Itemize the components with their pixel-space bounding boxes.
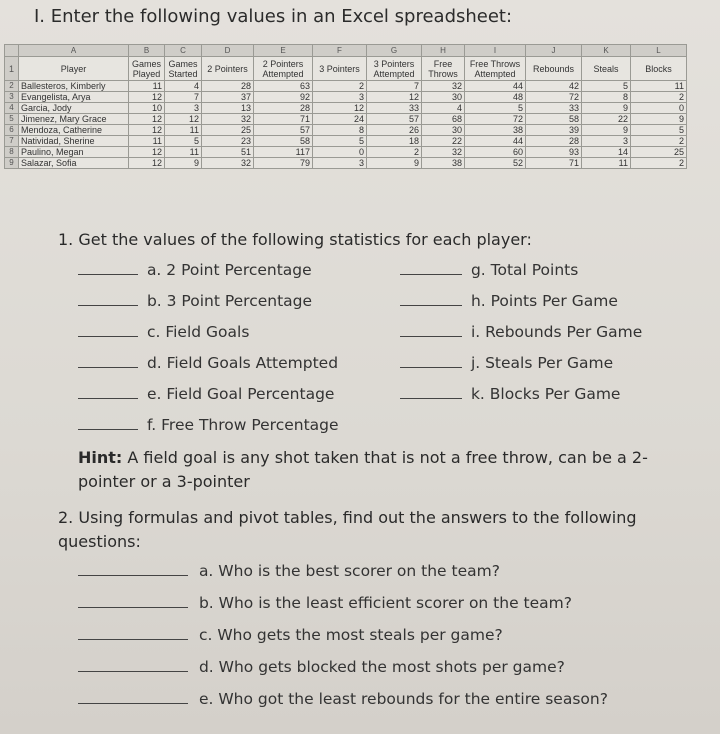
stat-cell[interactable]: 22 — [582, 114, 631, 125]
table-row — [5, 103, 687, 114]
stat-cell[interactable]: 5 — [582, 81, 631, 92]
stat-label: e. Field Goal Percentage — [146, 385, 335, 403]
stat-cell[interactable]: 4 — [422, 103, 465, 114]
stat-label: i. Rebounds Per Game — [470, 323, 643, 341]
stat-cell[interactable]: 5 — [631, 125, 687, 136]
header-cell[interactable]: Games Started — [165, 57, 202, 81]
stat-cell[interactable]: 26 — [367, 125, 422, 136]
stat-cell[interactable]: 32 — [202, 158, 254, 169]
stat-cell[interactable]: 44 — [465, 81, 526, 92]
stat-cell[interactable]: 23 — [202, 136, 254, 147]
answer-blank[interactable] — [78, 657, 188, 672]
stat-cell[interactable]: 44 — [465, 136, 526, 147]
stat-cell[interactable]: 9 — [582, 103, 631, 114]
stat-cell[interactable]: 38 — [465, 125, 526, 136]
stat-cell[interactable]: 32 — [422, 147, 465, 158]
row-number[interactable]: 2 — [5, 81, 19, 92]
header-cell[interactable]: 2 Pointers — [202, 57, 254, 81]
stat-cell[interactable]: 71 — [526, 158, 582, 169]
question-2-item-a — [78, 561, 500, 580]
column-letter[interactable]: A — [19, 45, 129, 57]
stat-cell[interactable]: 24 — [313, 114, 367, 125]
stat-cell[interactable]: 11 — [165, 147, 202, 158]
stat-cell[interactable]: 93 — [526, 147, 582, 158]
stat-cell[interactable]: 11 — [631, 81, 687, 92]
stat-cell[interactable]: 10 — [129, 103, 165, 114]
question-text: b. Who is the least efficient scorer on the team? — [198, 594, 572, 612]
column-letter[interactable] — [5, 45, 19, 57]
row-number[interactable]: 4 — [5, 103, 19, 114]
player-name-cell[interactable]: Evangelista, Arya — [19, 92, 129, 103]
answer-blank[interactable] — [78, 593, 188, 608]
stat-label: h. Points Per Game — [470, 292, 618, 310]
column-letter[interactable]: E — [254, 45, 313, 57]
stat-cell[interactable]: 12 — [129, 114, 165, 125]
stat-item-b — [78, 291, 312, 310]
stat-cell[interactable]: 71 — [254, 114, 313, 125]
stat-cell[interactable]: 42 — [526, 81, 582, 92]
header-cell[interactable]: Blocks — [631, 57, 687, 81]
answer-blank[interactable] — [400, 384, 462, 399]
stat-cell[interactable]: 32 — [202, 114, 254, 125]
answer-blank[interactable] — [78, 625, 188, 640]
stat-cell[interactable]: 79 — [254, 158, 313, 169]
stat-cell[interactable]: 11 — [165, 125, 202, 136]
row-number[interactable]: 1 — [5, 57, 19, 81]
row-number[interactable]: 3 — [5, 92, 19, 103]
stat-item-f — [78, 415, 339, 434]
player-name-cell[interactable]: Ballesteros, Kimberly — [19, 81, 129, 92]
answer-blank[interactable] — [400, 291, 462, 306]
stat-cell[interactable]: 58 — [254, 136, 313, 147]
stat-cell[interactable]: 38 — [422, 158, 465, 169]
stat-cell[interactable]: 14 — [582, 147, 631, 158]
table-row — [5, 136, 687, 147]
stat-label: f. Free Throw Percentage — [146, 416, 339, 434]
stat-cell[interactable]: 51 — [202, 147, 254, 158]
question-text: e. Who got the least rebounds for the entire season? — [198, 690, 608, 708]
stat-cell[interactable]: 58 — [526, 114, 582, 125]
stat-cell[interactable]: 25 — [202, 125, 254, 136]
column-letter[interactable]: G — [367, 45, 422, 57]
player-name-cell[interactable]: Salazar, Sofia — [19, 158, 129, 169]
stat-label: k. Blocks Per Game — [470, 385, 621, 403]
stat-cell[interactable]: 60 — [465, 147, 526, 158]
stat-cell[interactable]: 4 — [165, 81, 202, 92]
spreadsheet — [4, 44, 686, 169]
stat-cell[interactable]: 117 — [254, 147, 313, 158]
answer-blank[interactable] — [78, 353, 138, 368]
header-cell[interactable]: 2 Pointers Attempted — [254, 57, 313, 81]
stat-item-c — [78, 322, 249, 341]
stat-cell[interactable]: 9 — [165, 158, 202, 169]
question-2-title: 2. Using formulas and pivot tables, find out the answers to the following questions: — [58, 508, 637, 551]
stat-item-e — [78, 384, 334, 403]
stat-cell[interactable]: 32 — [422, 81, 465, 92]
column-letter[interactable]: I — [465, 45, 526, 57]
stat-cell[interactable]: 28 — [202, 81, 254, 92]
column-letter[interactable]: K — [582, 45, 631, 57]
stat-cell[interactable]: 3 — [165, 103, 202, 114]
answer-blank[interactable] — [78, 322, 138, 337]
stat-cell[interactable]: 12 — [165, 114, 202, 125]
question-1-title: 1. Get the values of the following statistics for each player: — [58, 230, 532, 249]
question-text: d. Who gets blocked the most shots per game? — [198, 658, 565, 676]
table-row — [5, 147, 687, 158]
table-row — [5, 125, 687, 136]
table-row — [5, 92, 687, 103]
hint-label: Hint: — [78, 448, 123, 467]
stat-cell[interactable]: 92 — [254, 92, 313, 103]
stat-item-h — [400, 291, 618, 310]
column-letter[interactable]: J — [526, 45, 582, 57]
header-cell[interactable]: Free Throws Attempted — [465, 57, 526, 81]
stat-cell[interactable]: 11 — [129, 81, 165, 92]
stat-item-k — [400, 384, 620, 403]
stat-cell[interactable]: 9 — [367, 158, 422, 169]
question-2-item-c — [78, 625, 503, 644]
stat-cell[interactable]: 25 — [631, 147, 687, 158]
stat-cell[interactable]: 68 — [422, 114, 465, 125]
header-cell[interactable]: Steals — [582, 57, 631, 81]
stat-cell[interactable]: 12 — [129, 125, 165, 136]
question-text: c. Who gets the most steals per game? — [198, 626, 503, 644]
stat-cell[interactable]: 3 — [313, 158, 367, 169]
stat-item-a — [78, 260, 312, 279]
stat-cell[interactable]: 28 — [254, 103, 313, 114]
answer-blank[interactable] — [78, 291, 138, 306]
stat-label: b. 3 Point Percentage — [146, 292, 313, 310]
hint — [78, 446, 698, 494]
header-cell[interactable]: 3 Pointers Attempted — [367, 57, 422, 81]
stat-cell[interactable]: 5 — [165, 136, 202, 147]
stat-cell[interactable]: 8 — [313, 125, 367, 136]
header-cell[interactable]: Free Throws — [422, 57, 465, 81]
stat-cell[interactable]: 11 — [582, 158, 631, 169]
answer-blank[interactable] — [78, 689, 188, 704]
stat-label: j. Steals Per Game — [470, 354, 614, 372]
stat-item-d — [78, 353, 338, 372]
hint-text: A field goal is any shot taken that is not a free throw, can be a 2-pointer or a 3-pointer — [78, 448, 648, 491]
player-name-cell[interactable]: Garcia, Jody — [19, 103, 129, 114]
player-name-cell[interactable]: Paulino, Megan — [19, 147, 129, 158]
header-cell[interactable]: Games Played — [129, 57, 165, 81]
stat-cell[interactable]: 0 — [631, 103, 687, 114]
stat-cell[interactable]: 5 — [313, 136, 367, 147]
stat-cell[interactable]: 9 — [582, 125, 631, 136]
column-letter[interactable]: D — [202, 45, 254, 57]
stat-cell[interactable]: 57 — [254, 125, 313, 136]
stat-cell[interactable]: 28 — [526, 136, 582, 147]
column-letter[interactable]: B — [129, 45, 165, 57]
question-text: a. Who is the best scorer on the team? — [198, 562, 500, 580]
stat-cell[interactable]: 57 — [367, 114, 422, 125]
stat-cell[interactable]: 9 — [631, 114, 687, 125]
header-row — [5, 57, 687, 81]
answer-blank[interactable] — [78, 561, 188, 576]
stat-cell[interactable]: 2 — [631, 92, 687, 103]
column-letter[interactable]: H — [422, 45, 465, 57]
stat-cell[interactable]: 12 — [129, 158, 165, 169]
column-letter[interactable]: F — [313, 45, 367, 57]
stat-cell[interactable]: 12 — [367, 92, 422, 103]
question-2-item-b — [78, 593, 572, 612]
row-number[interactable]: 8 — [5, 147, 19, 158]
table-row — [5, 158, 687, 169]
stat-cell[interactable]: 22 — [422, 136, 465, 147]
stat-label: a. 2 Point Percentage — [146, 261, 312, 279]
stat-cell[interactable]: 12 — [129, 147, 165, 158]
column-letter[interactable]: C — [165, 45, 202, 57]
stat-label: c. Field Goals — [146, 323, 250, 341]
stat-cell[interactable]: 18 — [367, 136, 422, 147]
stat-cell[interactable]: 2 — [631, 136, 687, 147]
stat-cell[interactable]: 12 — [313, 103, 367, 114]
stat-cell[interactable]: 37 — [202, 92, 254, 103]
header-cell[interactable]: Player — [19, 57, 129, 81]
stat-item-g — [400, 260, 578, 279]
stat-cell[interactable]: 12 — [129, 92, 165, 103]
stat-cell[interactable]: 13 — [202, 103, 254, 114]
heading: I. Enter the following values in an Excel spreadsheet: — [34, 6, 513, 27]
stat-cell[interactable]: 48 — [465, 92, 526, 103]
stat-cell[interactable]: 33 — [367, 103, 422, 114]
column-letters-row — [5, 45, 687, 57]
stat-cell[interactable]: 30 — [422, 125, 465, 136]
stat-cell[interactable]: 7 — [165, 92, 202, 103]
stat-cell[interactable]: 2 — [313, 81, 367, 92]
player-name-cell[interactable]: Natividad, Sherine — [19, 136, 129, 147]
answer-blank[interactable] — [78, 415, 138, 430]
stat-cell[interactable]: 5 — [465, 103, 526, 114]
stat-label: d. Field Goals Attempted — [146, 354, 339, 372]
answer-blank[interactable] — [78, 384, 138, 399]
stat-cell[interactable]: 33 — [526, 103, 582, 114]
stat-cell[interactable]: 0 — [313, 147, 367, 158]
header-cell[interactable]: Rebounds — [526, 57, 582, 81]
table-row — [5, 81, 687, 92]
stat-cell[interactable]: 2 — [631, 158, 687, 169]
stat-label: g. Total Points — [470, 261, 579, 279]
stat-cell[interactable]: 72 — [526, 92, 582, 103]
stat-cell[interactable]: 3 — [313, 92, 367, 103]
row-number[interactable]: 6 — [5, 125, 19, 136]
stat-cell[interactable]: 3 — [582, 136, 631, 147]
row-number[interactable]: 5 — [5, 114, 19, 125]
stat-cell[interactable]: 8 — [582, 92, 631, 103]
player-name-cell[interactable]: Mendoza, Catherine — [19, 125, 129, 136]
question-2-item-e — [78, 689, 608, 708]
row-number[interactable]: 7 — [5, 136, 19, 147]
answer-blank[interactable] — [400, 322, 462, 337]
column-letter[interactable]: L — [631, 45, 687, 57]
answer-blank[interactable] — [78, 260, 138, 275]
stat-cell[interactable]: 63 — [254, 81, 313, 92]
answer-blank[interactable] — [400, 353, 462, 368]
stat-cell[interactable]: 39 — [526, 125, 582, 136]
question-2-item-d — [78, 657, 565, 676]
stat-cell[interactable]: 7 — [367, 81, 422, 92]
answer-blank[interactable] — [400, 260, 462, 275]
stat-cell[interactable]: 52 — [465, 158, 526, 169]
stat-item-j — [400, 353, 613, 372]
stat-cell[interactable]: 11 — [129, 136, 165, 147]
stat-cell[interactable]: 2 — [367, 147, 422, 158]
stat-item-i — [400, 322, 642, 341]
header-cell[interactable]: 3 Pointers — [313, 57, 367, 81]
stat-cell[interactable]: 72 — [465, 114, 526, 125]
table-row — [5, 114, 687, 125]
player-name-cell[interactable]: Jimenez, Mary Grace — [19, 114, 129, 125]
row-number[interactable]: 9 — [5, 158, 19, 169]
spreadsheet-table — [4, 44, 687, 169]
stat-cell[interactable]: 30 — [422, 92, 465, 103]
